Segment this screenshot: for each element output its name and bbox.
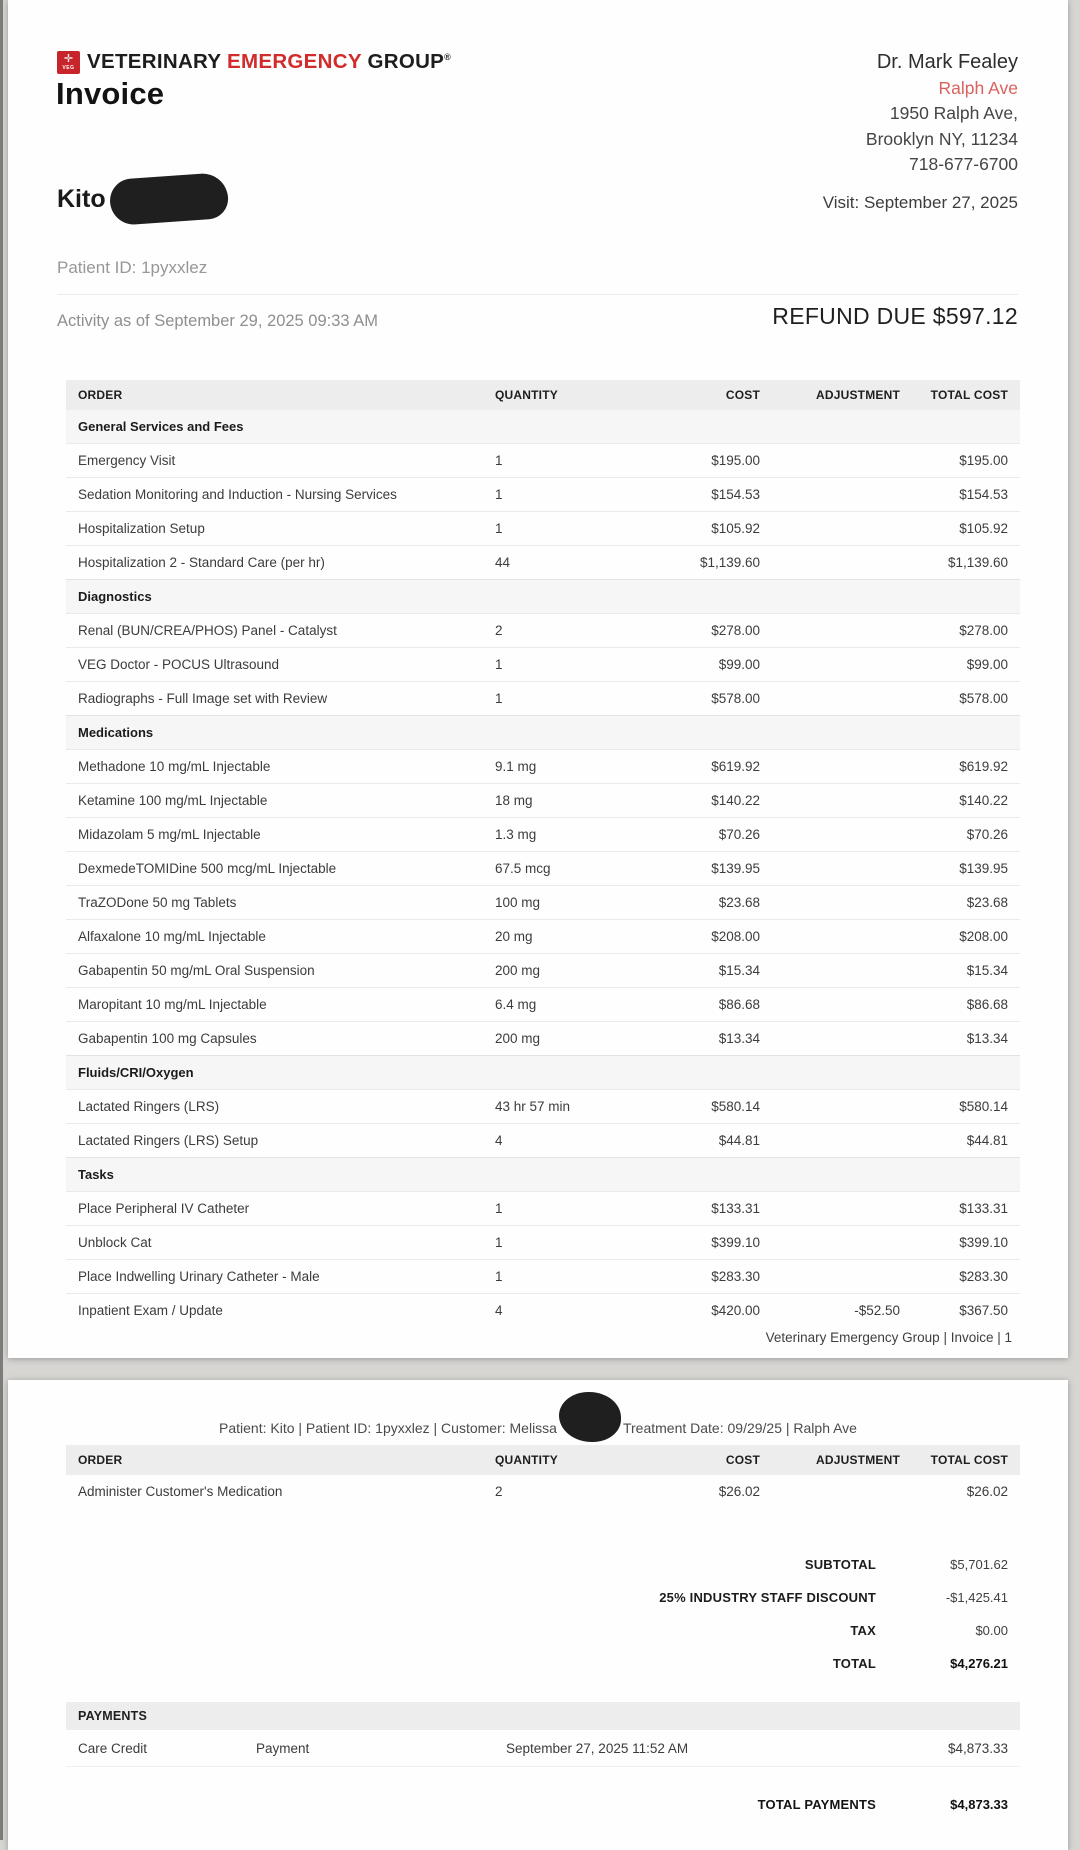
cell-total-cost: $13.34 xyxy=(900,1022,1020,1056)
activity-timestamp: Activity as of September 29, 2025 09:33 AM xyxy=(57,312,379,330)
order-row xyxy=(66,886,1020,920)
cell-adjustment xyxy=(760,648,900,682)
cell-total-cost: $580.14 xyxy=(900,1090,1020,1124)
doctor-name: Dr. Mark Fealey xyxy=(876,51,1018,73)
cell-quantity: 1 xyxy=(491,648,666,682)
cell-adjustment xyxy=(760,444,900,478)
cell-cost: $70.26 xyxy=(666,818,760,852)
totals-block xyxy=(659,1548,1008,1680)
clinic-address-line2: Brooklyn NY, 11234 xyxy=(865,128,1018,149)
order-row xyxy=(66,444,1020,478)
cell-quantity: 43 hr 57 min xyxy=(491,1090,666,1124)
cell-order: Methadone 10 mg/mL Injectable xyxy=(66,750,491,784)
cell-total-cost: $619.92 xyxy=(900,750,1020,784)
order-row xyxy=(66,1124,1020,1158)
cell-cost: $420.00 xyxy=(666,1294,760,1328)
cell-total-cost: $140.22 xyxy=(900,784,1020,818)
document-title: Invoice xyxy=(56,76,165,111)
cell-adjustment xyxy=(760,750,900,784)
page-footer: Veterinary Emergency Group | Invoice | 1 xyxy=(765,1330,1012,1345)
veg-word-emergency: EMERGENCY xyxy=(227,50,362,73)
patient-name: Kito xyxy=(57,184,106,213)
cell-cost: $580.14 xyxy=(666,1090,760,1124)
cell-adjustment xyxy=(760,1090,900,1124)
cell-order: General Services and Fees xyxy=(66,410,491,444)
cell-adjustment xyxy=(760,614,900,648)
patient-id: Patient ID: 1pyxxlez xyxy=(57,258,208,277)
total-row xyxy=(659,1647,1008,1680)
veg-logo xyxy=(57,50,451,74)
cell-cost: $208.00 xyxy=(666,920,760,954)
cell-cost: $278.00 xyxy=(666,614,760,648)
total-row-label: SUBTOTAL xyxy=(804,1557,876,1572)
cell-quantity: 67.5 mcg xyxy=(491,852,666,886)
cell-cost: $23.68 xyxy=(666,886,760,920)
cell-cost: $86.68 xyxy=(666,988,760,1022)
cell-quantity: 1 xyxy=(491,512,666,546)
cell-quantity: 100 mg xyxy=(491,886,666,920)
cell-total-cost: $208.00 xyxy=(900,920,1020,954)
redaction-blob xyxy=(559,1392,621,1442)
cell-total-cost: $105.92 xyxy=(900,512,1020,546)
cell-total-cost: $86.68 xyxy=(900,988,1020,1022)
payment-method: Care Credit xyxy=(78,1740,148,1756)
order-row xyxy=(66,1226,1020,1260)
clinic-address-line1: 1950 Ralph Ave, xyxy=(889,103,1018,123)
cell-order: Gabapentin 50 mg/mL Oral Suspension xyxy=(66,954,491,988)
order-row xyxy=(66,1475,1020,1508)
payment-date: September 27, 2025 11:52 AM xyxy=(506,1740,689,1756)
orders-table xyxy=(66,380,1020,1327)
order-row xyxy=(66,954,1020,988)
order-row xyxy=(66,852,1020,886)
cell-cost xyxy=(666,580,760,614)
order-row xyxy=(66,1294,1020,1328)
cell-cost: $44.81 xyxy=(666,1124,760,1158)
order-row xyxy=(66,988,1020,1022)
payments-section-label: PAYMENTS xyxy=(78,1709,147,1723)
cell-quantity: 1 xyxy=(491,1192,666,1226)
cell-quantity: 4 xyxy=(491,1294,666,1328)
cell-order: Gabapentin 100 mg Capsules xyxy=(66,1022,491,1056)
total-payments-label: TOTAL PAYMENTS xyxy=(757,1797,876,1812)
cell-adjustment xyxy=(760,852,900,886)
cell-order: Inpatient Exam / Update xyxy=(66,1294,491,1328)
cell-adjustment xyxy=(760,1158,900,1192)
cell-order: TraZODone 50 mg Tablets xyxy=(66,886,491,920)
veg-wordmark xyxy=(87,50,451,74)
cell-quantity: 1 xyxy=(491,1260,666,1294)
cell-adjustment xyxy=(760,784,900,818)
cell-adjustment xyxy=(760,580,900,614)
cell-adjustment xyxy=(760,886,900,920)
cell-order: Maropitant 10 mg/mL Injectable xyxy=(66,988,491,1022)
cell-quantity: 20 mg xyxy=(491,920,666,954)
order-row xyxy=(66,1022,1020,1056)
order-row xyxy=(66,818,1020,852)
cell-cost xyxy=(666,1158,760,1192)
cell-cost: $15.34 xyxy=(666,954,760,988)
cell-quantity: 9.1 mg xyxy=(491,750,666,784)
payment-amount: $4,873.33 xyxy=(947,1740,1008,1756)
cell-order: Lactated Ringers (LRS) Setup xyxy=(66,1124,491,1158)
payment-type: Payment xyxy=(256,1740,310,1756)
column-header-order: ORDER xyxy=(66,380,491,410)
header-divider xyxy=(57,294,1018,295)
veg-badge-label: VEG xyxy=(62,64,75,71)
cell-cost: $105.92 xyxy=(666,512,760,546)
cell-quantity: 200 mg xyxy=(491,1022,666,1056)
patient-name-row xyxy=(57,176,228,222)
cell-cost: $1,139.60 xyxy=(666,546,760,580)
cell-adjustment xyxy=(760,682,900,716)
cell-order: Alfaxalone 10 mg/mL Injectable xyxy=(66,920,491,954)
cell-quantity: 200 mg xyxy=(491,954,666,988)
cell-order: Midazolam 5 mg/mL Injectable xyxy=(66,818,491,852)
cell-total-cost: $133.31 xyxy=(900,1192,1020,1226)
cell-total-cost: $1,139.60 xyxy=(900,546,1020,580)
order-row xyxy=(66,580,1020,614)
order-row xyxy=(66,614,1020,648)
column-header-adjustment: ADJUSTMENT xyxy=(760,380,900,410)
cell-quantity: 1 xyxy=(491,444,666,478)
cell-order: Hospitalization Setup xyxy=(66,512,491,546)
clinic-location: Ralph Ave xyxy=(938,77,1018,98)
clinic-info-block xyxy=(866,50,1018,178)
total-row-value: -$1,425.41 xyxy=(945,1590,1008,1605)
cell-total-cost xyxy=(900,580,1020,614)
order-row xyxy=(66,410,1020,444)
total-row-value: $5,701.62 xyxy=(950,1557,1008,1572)
cell-cost: $399.10 xyxy=(666,1226,760,1260)
cell-adjustment xyxy=(760,1022,900,1056)
cell-order: Place Peripheral IV Catheter xyxy=(66,1192,491,1226)
cell-total-cost: $154.53 xyxy=(900,478,1020,512)
refund-due-amount: REFUND DUE $597.12 xyxy=(772,303,1018,329)
cell-cost xyxy=(666,1056,760,1090)
column-header-quantity: QUANTITY xyxy=(491,1445,666,1475)
order-row xyxy=(66,682,1020,716)
cell-cost: $140.22 xyxy=(666,784,760,818)
order-row xyxy=(66,1090,1020,1124)
total-row xyxy=(659,1548,1008,1581)
total-row xyxy=(659,1614,1008,1647)
cell-order: Hospitalization 2 - Standard Care (per hr) xyxy=(66,546,491,580)
cell-cost xyxy=(666,410,760,444)
cell-order: Diagnostics xyxy=(66,580,491,614)
cell-adjustment xyxy=(760,818,900,852)
total-row-value: $0.00 xyxy=(975,1623,1008,1638)
cell-order: Emergency Visit xyxy=(66,444,491,478)
cell-quantity: 4 xyxy=(491,1124,666,1158)
cell-adjustment xyxy=(760,1124,900,1158)
cell-cost: $99.00 xyxy=(666,648,760,682)
column-header-adjustment: ADJUSTMENT xyxy=(760,1445,900,1475)
column-header-order: ORDER xyxy=(66,1445,491,1475)
total-row-value: $4,276.21 xyxy=(950,1656,1008,1671)
cell-order: Radiographs - Full Image set with Review xyxy=(66,682,491,716)
cell-adjustment xyxy=(760,1475,900,1508)
total-row-label: TAX xyxy=(850,1623,876,1638)
cell-cost xyxy=(666,716,760,750)
cell-quantity: 1 xyxy=(491,478,666,512)
registered-mark: ® xyxy=(444,52,452,63)
cell-total-cost: $367.50 xyxy=(900,1294,1020,1328)
cell-order: Medications xyxy=(66,716,491,750)
cell-order: Sedation Monitoring and Induction - Nursing Services xyxy=(66,478,491,512)
cell-total-cost: $23.68 xyxy=(900,886,1020,920)
cell-adjustment xyxy=(760,1192,900,1226)
cell-quantity: 18 mg xyxy=(491,784,666,818)
cell-adjustment xyxy=(760,1226,900,1260)
order-row xyxy=(66,546,1020,580)
payments-list xyxy=(66,1730,1020,1767)
cell-order: Ketamine 100 mg/mL Injectable xyxy=(66,784,491,818)
cell-order: Renal (BUN/CREA/PHOS) Panel - Catalyst xyxy=(66,614,491,648)
clinic-phone: 718-677-6700 xyxy=(909,154,1018,174)
patient-summary-left: Patient: Kito | Patient ID: 1pyxxlez | Customer: Melissa xyxy=(219,1420,557,1436)
column-header-quantity: QUANTITY xyxy=(491,380,666,410)
cell-cost: $139.95 xyxy=(666,852,760,886)
cell-adjustment xyxy=(760,1056,900,1090)
order-row xyxy=(66,1056,1020,1090)
total-row-label: TOTAL xyxy=(832,1656,876,1671)
cell-adjustment xyxy=(760,410,900,444)
cell-quantity: 1 xyxy=(491,682,666,716)
payments-section-header xyxy=(66,1702,1020,1730)
screenshot-left-edge xyxy=(0,0,3,1840)
column-header-cost: COST xyxy=(666,380,760,410)
order-row xyxy=(66,1158,1020,1192)
cell-total-cost: $195.00 xyxy=(900,444,1020,478)
cell-quantity: 6.4 mg xyxy=(491,988,666,1022)
total-row-label: 25% INDUSTRY STAFF DISCOUNT xyxy=(659,1590,876,1605)
cell-adjustment xyxy=(760,512,900,546)
cell-quantity xyxy=(491,1056,666,1090)
cell-order: Tasks xyxy=(66,1158,491,1192)
cell-quantity xyxy=(491,410,666,444)
cell-order: Place Indwelling Urinary Catheter - Male xyxy=(66,1260,491,1294)
cell-adjustment xyxy=(760,716,900,750)
order-row xyxy=(66,920,1020,954)
total-payments-value: $4,873.33 xyxy=(950,1797,1008,1812)
cell-cost: $619.92 xyxy=(666,750,760,784)
orders-table-continued xyxy=(66,1445,1020,1508)
orders-table-header-row xyxy=(66,1445,1020,1475)
veg-cross-icon: ✛ xyxy=(63,52,74,65)
order-row xyxy=(66,750,1020,784)
page2-patient-summary xyxy=(8,1388,1068,1436)
cell-total-cost: $99.00 xyxy=(900,648,1020,682)
cell-quantity xyxy=(491,580,666,614)
cell-order: Fluids/CRI/Oxygen xyxy=(66,1056,491,1090)
cell-cost: $154.53 xyxy=(666,478,760,512)
order-row xyxy=(66,716,1020,750)
cell-total-cost: $283.30 xyxy=(900,1260,1020,1294)
total-row xyxy=(659,1581,1008,1614)
cell-total-cost: $139.95 xyxy=(900,852,1020,886)
cell-quantity xyxy=(491,716,666,750)
cell-adjustment: -$52.50 xyxy=(760,1294,900,1328)
order-row xyxy=(66,648,1020,682)
cell-quantity: 1.3 mg xyxy=(491,818,666,852)
patient-summary-right: Treatment Date: 09/29/25 | Ralph Ave xyxy=(622,1420,857,1436)
cell-adjustment xyxy=(760,1260,900,1294)
cell-cost: $283.30 xyxy=(666,1260,760,1294)
cell-quantity: 1 xyxy=(491,1226,666,1260)
visit-date: Visit: September 27, 2025 xyxy=(822,193,1018,212)
cell-total-cost xyxy=(900,1056,1020,1090)
cell-total-cost: $578.00 xyxy=(900,682,1020,716)
cell-order: VEG Doctor - POCUS Ultrasound xyxy=(66,648,491,682)
order-row xyxy=(66,1260,1020,1294)
order-row xyxy=(66,784,1020,818)
veg-logo-badge-icon xyxy=(57,51,80,74)
cell-adjustment xyxy=(760,954,900,988)
cell-adjustment xyxy=(760,478,900,512)
cell-total-cost: $399.10 xyxy=(900,1226,1020,1260)
cell-total-cost: $278.00 xyxy=(900,614,1020,648)
cell-total-cost xyxy=(900,716,1020,750)
cell-cost: $13.34 xyxy=(666,1022,760,1056)
cell-adjustment xyxy=(760,920,900,954)
cell-cost: $578.00 xyxy=(666,682,760,716)
cell-adjustment xyxy=(760,988,900,1022)
redaction-blob xyxy=(108,172,229,226)
cell-total-cost: $15.34 xyxy=(900,954,1020,988)
cell-order: Administer Customer's Medication xyxy=(78,1484,283,1499)
veg-word-veterinary: VETERINARY xyxy=(87,50,221,73)
payment-row xyxy=(66,1730,1020,1767)
column-header-total-cost: TOTAL COST xyxy=(900,380,1020,410)
cell-total-cost: $70.26 xyxy=(900,818,1020,852)
column-header-cost: COST xyxy=(666,1445,760,1475)
cell-total-cost: $44.81 xyxy=(900,1124,1020,1158)
cell-order: Lactated Ringers (LRS) xyxy=(66,1090,491,1124)
cell-order: DexmedeTOMIDine 500 mcg/mL Injectable xyxy=(66,852,491,886)
cell-order: Unblock Cat xyxy=(66,1226,491,1260)
cell-total-cost: $26.02 xyxy=(966,1484,1008,1499)
invoice-page-1 xyxy=(8,0,1068,1358)
column-header-total-cost: TOTAL COST xyxy=(900,1445,1020,1475)
cell-cost: $26.02 xyxy=(718,1484,760,1499)
invoice-page-2 xyxy=(8,1380,1068,1850)
cell-total-cost xyxy=(900,1158,1020,1192)
order-row xyxy=(66,1192,1020,1226)
cell-total-cost xyxy=(900,410,1020,444)
order-row xyxy=(66,512,1020,546)
orders-table-header-row xyxy=(66,380,1020,410)
total-payments-row xyxy=(758,1788,1008,1821)
cell-cost: $133.31 xyxy=(666,1192,760,1226)
cell-quantity: 44 xyxy=(491,546,666,580)
cell-quantity: 2 xyxy=(491,614,666,648)
order-row xyxy=(66,478,1020,512)
cell-quantity: 2 xyxy=(495,1484,503,1499)
cell-cost: $195.00 xyxy=(666,444,760,478)
cell-quantity xyxy=(491,1158,666,1192)
cell-adjustment xyxy=(760,546,900,580)
veg-word-group: GROUP xyxy=(367,50,445,73)
